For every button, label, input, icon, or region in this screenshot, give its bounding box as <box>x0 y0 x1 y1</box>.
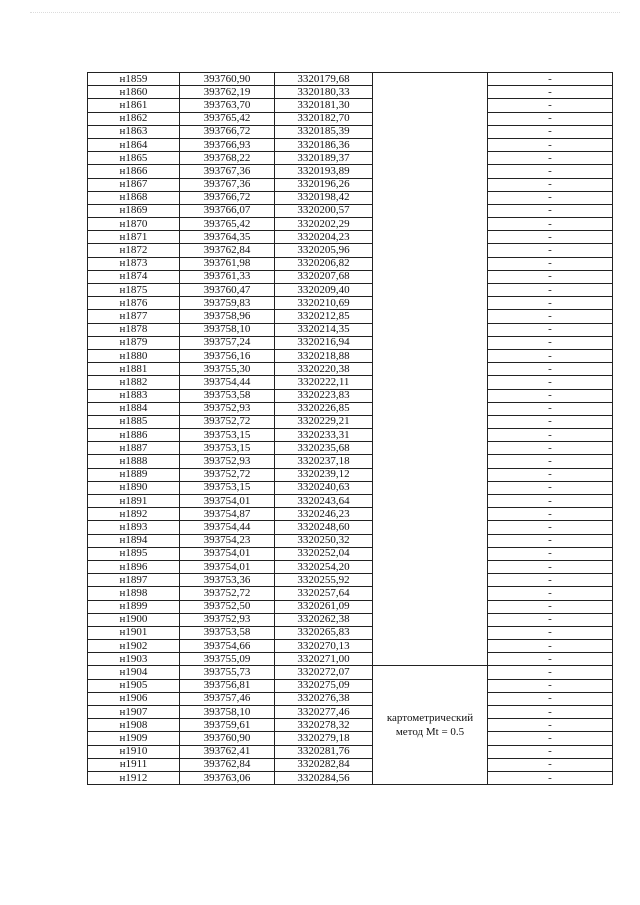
point-id-cell: н1866 <box>88 165 180 178</box>
table-row <box>88 323 613 336</box>
table-row <box>88 521 613 534</box>
y-coordinate-cell: 3320279,18 <box>275 732 373 745</box>
x-coordinate-cell: 393756,81 <box>180 679 275 692</box>
x-coordinate-cell: 393754,01 <box>180 560 275 573</box>
dash-cell: - <box>488 415 613 428</box>
point-id-cell: н1908 <box>88 719 180 732</box>
dash-cell: - <box>488 336 613 349</box>
y-coordinate-cell: 3320272,07 <box>275 666 373 679</box>
x-coordinate-cell: 393752,93 <box>180 402 275 415</box>
table-row <box>88 640 613 653</box>
dash-cell: - <box>488 389 613 402</box>
dash-cell: - <box>488 600 613 613</box>
table-row <box>88 204 613 217</box>
y-coordinate-cell: 3320212,85 <box>275 310 373 323</box>
point-id-cell: н1884 <box>88 402 180 415</box>
y-coordinate-cell: 3320193,89 <box>275 165 373 178</box>
y-coordinate-cell: 3320180,33 <box>275 86 373 99</box>
y-coordinate-cell: 3320205,96 <box>275 244 373 257</box>
x-coordinate-cell: 393766,72 <box>180 125 275 138</box>
point-id-cell: н1865 <box>88 152 180 165</box>
dash-cell: - <box>488 468 613 481</box>
table-row <box>88 125 613 138</box>
dash-cell: - <box>488 508 613 521</box>
x-coordinate-cell: 393755,30 <box>180 363 275 376</box>
point-id-cell: н1864 <box>88 138 180 151</box>
x-coordinate-cell: 393754,01 <box>180 495 275 508</box>
point-id-cell: н1878 <box>88 323 180 336</box>
dash-cell: - <box>488 363 613 376</box>
dash-cell: - <box>488 574 613 587</box>
y-coordinate-cell: 3320257,64 <box>275 587 373 600</box>
dash-cell: - <box>488 429 613 442</box>
table-row <box>88 758 613 771</box>
table-row <box>88 626 613 639</box>
table-row <box>88 363 613 376</box>
x-coordinate-cell: 393767,36 <box>180 165 275 178</box>
point-id-cell: н1899 <box>88 600 180 613</box>
dash-cell: - <box>488 719 613 732</box>
dash-cell: - <box>488 587 613 600</box>
point-id-cell: н1910 <box>88 745 180 758</box>
point-id-cell: н1888 <box>88 455 180 468</box>
point-id-cell: н1876 <box>88 297 180 310</box>
point-id-cell: н1871 <box>88 231 180 244</box>
table-row <box>88 653 613 666</box>
x-coordinate-cell: 393765,42 <box>180 112 275 125</box>
dash-cell: - <box>488 231 613 244</box>
dash-cell: - <box>488 86 613 99</box>
point-id-cell: н1906 <box>88 692 180 705</box>
dash-cell: - <box>488 99 613 112</box>
point-id-cell: н1859 <box>88 73 180 86</box>
y-coordinate-cell: 3320281,76 <box>275 745 373 758</box>
y-coordinate-cell: 3320282,84 <box>275 758 373 771</box>
y-coordinate-cell: 3320237,18 <box>275 455 373 468</box>
dash-cell: - <box>488 706 613 719</box>
y-coordinate-cell: 3320229,21 <box>275 415 373 428</box>
dash-cell: - <box>488 349 613 362</box>
y-coordinate-cell: 3320239,12 <box>275 468 373 481</box>
x-coordinate-cell: 393754,44 <box>180 376 275 389</box>
table-row <box>88 455 613 468</box>
dash-cell: - <box>488 402 613 415</box>
point-id-cell: н1874 <box>88 270 180 283</box>
x-coordinate-cell: 393763,70 <box>180 99 275 112</box>
x-coordinate-cell: 393757,46 <box>180 692 275 705</box>
y-coordinate-cell: 3320222,11 <box>275 376 373 389</box>
y-coordinate-cell: 3320252,04 <box>275 547 373 560</box>
dash-cell: - <box>488 218 613 231</box>
x-coordinate-cell: 393762,84 <box>180 758 275 771</box>
dash-cell: - <box>488 521 613 534</box>
x-coordinate-cell: 393766,72 <box>180 191 275 204</box>
table-row <box>88 547 613 560</box>
point-id-cell: н1875 <box>88 284 180 297</box>
table-row <box>88 679 613 692</box>
table-row <box>88 613 613 626</box>
dash-cell: - <box>488 152 613 165</box>
point-id-cell: н1911 <box>88 758 180 771</box>
dash-cell: - <box>488 771 613 784</box>
x-coordinate-cell: 393762,19 <box>180 86 275 99</box>
y-coordinate-cell: 3320265,83 <box>275 626 373 639</box>
y-coordinate-cell: 3320275,09 <box>275 679 373 692</box>
point-id-cell: н1860 <box>88 86 180 99</box>
dash-cell: - <box>488 653 613 666</box>
point-id-cell: н1894 <box>88 534 180 547</box>
x-coordinate-cell: 393754,01 <box>180 547 275 560</box>
table-row <box>88 310 613 323</box>
point-id-cell: н1867 <box>88 178 180 191</box>
dash-cell: - <box>488 165 613 178</box>
x-coordinate-cell: 393759,61 <box>180 719 275 732</box>
dash-cell: - <box>488 481 613 494</box>
point-id-cell: н1861 <box>88 99 180 112</box>
y-coordinate-cell: 3320284,56 <box>275 771 373 784</box>
y-coordinate-cell: 3320220,38 <box>275 363 373 376</box>
dash-cell: - <box>488 626 613 639</box>
dash-cell: - <box>488 745 613 758</box>
y-coordinate-cell: 3320210,69 <box>275 297 373 310</box>
dash-cell: - <box>488 376 613 389</box>
y-coordinate-cell: 3320243,64 <box>275 495 373 508</box>
x-coordinate-cell: 393752,72 <box>180 468 275 481</box>
x-coordinate-cell: 393761,98 <box>180 257 275 270</box>
dash-cell: - <box>488 297 613 310</box>
point-id-cell: н1880 <box>88 349 180 362</box>
method-cell-lower: картометрический метод Mt = 0.5 <box>373 666 488 785</box>
point-id-cell: н1898 <box>88 587 180 600</box>
x-coordinate-cell: 393755,73 <box>180 666 275 679</box>
x-coordinate-cell: 393760,90 <box>180 73 275 86</box>
table-row <box>88 692 613 705</box>
x-coordinate-cell: 393753,36 <box>180 574 275 587</box>
dash-cell: - <box>488 455 613 468</box>
y-coordinate-cell: 3320207,68 <box>275 270 373 283</box>
table-row <box>88 560 613 573</box>
point-id-cell: н1905 <box>88 679 180 692</box>
x-coordinate-cell: 393758,96 <box>180 310 275 323</box>
table-row <box>88 152 613 165</box>
y-coordinate-cell: 3320204,23 <box>275 231 373 244</box>
point-id-cell: н1885 <box>88 415 180 428</box>
dash-cell: - <box>488 692 613 705</box>
y-coordinate-cell: 3320181,30 <box>275 99 373 112</box>
table-row <box>88 191 613 204</box>
dash-cell: - <box>488 73 613 86</box>
point-id-cell: н1901 <box>88 626 180 639</box>
x-coordinate-cell: 393755,09 <box>180 653 275 666</box>
table-row <box>88 429 613 442</box>
x-coordinate-cell: 393754,23 <box>180 534 275 547</box>
dash-cell: - <box>488 244 613 257</box>
table-row <box>88 587 613 600</box>
y-coordinate-cell: 3320277,46 <box>275 706 373 719</box>
y-coordinate-cell: 3320278,32 <box>275 719 373 732</box>
table-row <box>88 138 613 151</box>
y-coordinate-cell: 3320276,38 <box>275 692 373 705</box>
point-id-cell: н1868 <box>88 191 180 204</box>
dash-cell: - <box>488 112 613 125</box>
x-coordinate-cell: 393767,36 <box>180 178 275 191</box>
point-id-cell: н1892 <box>88 508 180 521</box>
x-coordinate-cell: 393752,93 <box>180 613 275 626</box>
point-id-cell: н1882 <box>88 376 180 389</box>
y-coordinate-cell: 3320216,94 <box>275 336 373 349</box>
y-coordinate-cell: 3320270,13 <box>275 640 373 653</box>
y-coordinate-cell: 3320218,88 <box>275 349 373 362</box>
dash-cell: - <box>488 732 613 745</box>
dash-cell: - <box>488 323 613 336</box>
point-id-cell: н1891 <box>88 495 180 508</box>
x-coordinate-cell: 393761,33 <box>180 270 275 283</box>
x-coordinate-cell: 393760,47 <box>180 284 275 297</box>
table-row <box>88 666 613 679</box>
y-coordinate-cell: 3320261,09 <box>275 600 373 613</box>
x-coordinate-cell: 393757,24 <box>180 336 275 349</box>
dash-cell: - <box>488 270 613 283</box>
dash-cell: - <box>488 257 613 270</box>
x-coordinate-cell: 393754,44 <box>180 521 275 534</box>
table-row <box>88 415 613 428</box>
table-row <box>88 495 613 508</box>
dash-cell: - <box>488 495 613 508</box>
y-coordinate-cell: 3320200,57 <box>275 204 373 217</box>
table-row <box>88 719 613 732</box>
table-row <box>88 389 613 402</box>
dash-cell: - <box>488 125 613 138</box>
dash-cell: - <box>488 613 613 626</box>
table-row <box>88 165 613 178</box>
x-coordinate-cell: 393760,90 <box>180 732 275 745</box>
dash-cell: - <box>488 284 613 297</box>
point-id-cell: н1900 <box>88 613 180 626</box>
table-row <box>88 112 613 125</box>
point-id-cell: н1889 <box>88 468 180 481</box>
dash-cell: - <box>488 679 613 692</box>
x-coordinate-cell: 393763,06 <box>180 771 275 784</box>
y-coordinate-cell: 3320233,31 <box>275 429 373 442</box>
table-row <box>88 178 613 191</box>
point-id-cell: н1902 <box>88 640 180 653</box>
y-coordinate-cell: 3320209,40 <box>275 284 373 297</box>
dash-cell: - <box>488 547 613 560</box>
x-coordinate-cell: 393753,15 <box>180 481 275 494</box>
point-id-cell: н1879 <box>88 336 180 349</box>
table-row <box>88 732 613 745</box>
table-row <box>88 745 613 758</box>
scan-artifact-marks <box>30 12 620 19</box>
table-row <box>88 336 613 349</box>
point-id-cell: н1893 <box>88 521 180 534</box>
x-coordinate-cell: 393756,16 <box>180 349 275 362</box>
point-id-cell: н1869 <box>88 204 180 217</box>
table-row <box>88 73 613 86</box>
point-id-cell: н1890 <box>88 481 180 494</box>
table-row <box>88 218 613 231</box>
x-coordinate-cell: 393758,10 <box>180 323 275 336</box>
table-body <box>88 73 613 785</box>
x-coordinate-cell: 393762,41 <box>180 745 275 758</box>
x-coordinate-cell: 393759,83 <box>180 297 275 310</box>
point-id-cell: н1863 <box>88 125 180 138</box>
point-id-cell: н1903 <box>88 653 180 666</box>
method-cell-upper <box>373 73 488 666</box>
coordinates-table <box>87 72 613 785</box>
point-id-cell: н1872 <box>88 244 180 257</box>
point-id-cell: н1873 <box>88 257 180 270</box>
table-row <box>88 376 613 389</box>
point-id-cell: н1895 <box>88 547 180 560</box>
dash-cell: - <box>488 191 613 204</box>
table-row <box>88 349 613 362</box>
dash-cell: - <box>488 178 613 191</box>
x-coordinate-cell: 393766,07 <box>180 204 275 217</box>
x-coordinate-cell: 393754,87 <box>180 508 275 521</box>
y-coordinate-cell: 3320250,32 <box>275 534 373 547</box>
point-id-cell: н1887 <box>88 442 180 455</box>
table-row <box>88 534 613 547</box>
dash-cell: - <box>488 310 613 323</box>
y-coordinate-cell: 3320246,23 <box>275 508 373 521</box>
table-row <box>88 297 613 310</box>
y-coordinate-cell: 3320179,68 <box>275 73 373 86</box>
point-id-cell: н1870 <box>88 218 180 231</box>
dash-cell: - <box>488 666 613 679</box>
table-row <box>88 244 613 257</box>
point-id-cell: н1883 <box>88 389 180 402</box>
y-coordinate-cell: 3320248,60 <box>275 521 373 534</box>
y-coordinate-cell: 3320182,70 <box>275 112 373 125</box>
table-row <box>88 771 613 784</box>
table-row <box>88 481 613 494</box>
table-row <box>88 600 613 613</box>
x-coordinate-cell: 393764,35 <box>180 231 275 244</box>
y-coordinate-cell: 3320206,82 <box>275 257 373 270</box>
x-coordinate-cell: 393752,72 <box>180 587 275 600</box>
y-coordinate-cell: 3320189,37 <box>275 152 373 165</box>
table-row <box>88 86 613 99</box>
table-row <box>88 284 613 297</box>
x-coordinate-cell: 393753,58 <box>180 626 275 639</box>
y-coordinate-cell: 3320254,20 <box>275 560 373 573</box>
x-coordinate-cell: 393768,22 <box>180 152 275 165</box>
y-coordinate-cell: 3320185,39 <box>275 125 373 138</box>
y-coordinate-cell: 3320255,92 <box>275 574 373 587</box>
y-coordinate-cell: 3320271,00 <box>275 653 373 666</box>
point-id-cell: н1909 <box>88 732 180 745</box>
point-id-cell: н1886 <box>88 429 180 442</box>
x-coordinate-cell: 393752,72 <box>180 415 275 428</box>
dash-cell: - <box>488 534 613 547</box>
table-row <box>88 270 613 283</box>
y-coordinate-cell: 3320196,26 <box>275 178 373 191</box>
table-row <box>88 442 613 455</box>
x-coordinate-cell: 393762,84 <box>180 244 275 257</box>
x-coordinate-cell: 393758,10 <box>180 706 275 719</box>
x-coordinate-cell: 393752,50 <box>180 600 275 613</box>
table-row <box>88 402 613 415</box>
point-id-cell: н1862 <box>88 112 180 125</box>
x-coordinate-cell: 393765,42 <box>180 218 275 231</box>
x-coordinate-cell: 393753,15 <box>180 429 275 442</box>
point-id-cell: н1881 <box>88 363 180 376</box>
table-row <box>88 257 613 270</box>
y-coordinate-cell: 3320214,35 <box>275 323 373 336</box>
y-coordinate-cell: 3320223,83 <box>275 389 373 402</box>
point-id-cell: н1907 <box>88 706 180 719</box>
dash-cell: - <box>488 640 613 653</box>
point-id-cell: н1896 <box>88 560 180 573</box>
point-id-cell: н1912 <box>88 771 180 784</box>
dash-cell: - <box>488 442 613 455</box>
dash-cell: - <box>488 138 613 151</box>
point-id-cell: н1904 <box>88 666 180 679</box>
x-coordinate-cell: 393754,66 <box>180 640 275 653</box>
y-coordinate-cell: 3320202,29 <box>275 218 373 231</box>
y-coordinate-cell: 3320198,42 <box>275 191 373 204</box>
table-row <box>88 706 613 719</box>
table-row <box>88 99 613 112</box>
point-id-cell: н1877 <box>88 310 180 323</box>
x-coordinate-cell: 393753,58 <box>180 389 275 402</box>
dash-cell: - <box>488 560 613 573</box>
table-row <box>88 574 613 587</box>
dash-cell: - <box>488 204 613 217</box>
table-row <box>88 468 613 481</box>
y-coordinate-cell: 3320186,36 <box>275 138 373 151</box>
x-coordinate-cell: 393753,15 <box>180 442 275 455</box>
x-coordinate-cell: 393752,93 <box>180 455 275 468</box>
y-coordinate-cell: 3320262,38 <box>275 613 373 626</box>
point-id-cell: н1897 <box>88 574 180 587</box>
x-coordinate-cell: 393766,93 <box>180 138 275 151</box>
dash-cell: - <box>488 758 613 771</box>
y-coordinate-cell: 3320240,63 <box>275 481 373 494</box>
y-coordinate-cell: 3320235,68 <box>275 442 373 455</box>
table-row <box>88 231 613 244</box>
y-coordinate-cell: 3320226,85 <box>275 402 373 415</box>
table-row <box>88 508 613 521</box>
